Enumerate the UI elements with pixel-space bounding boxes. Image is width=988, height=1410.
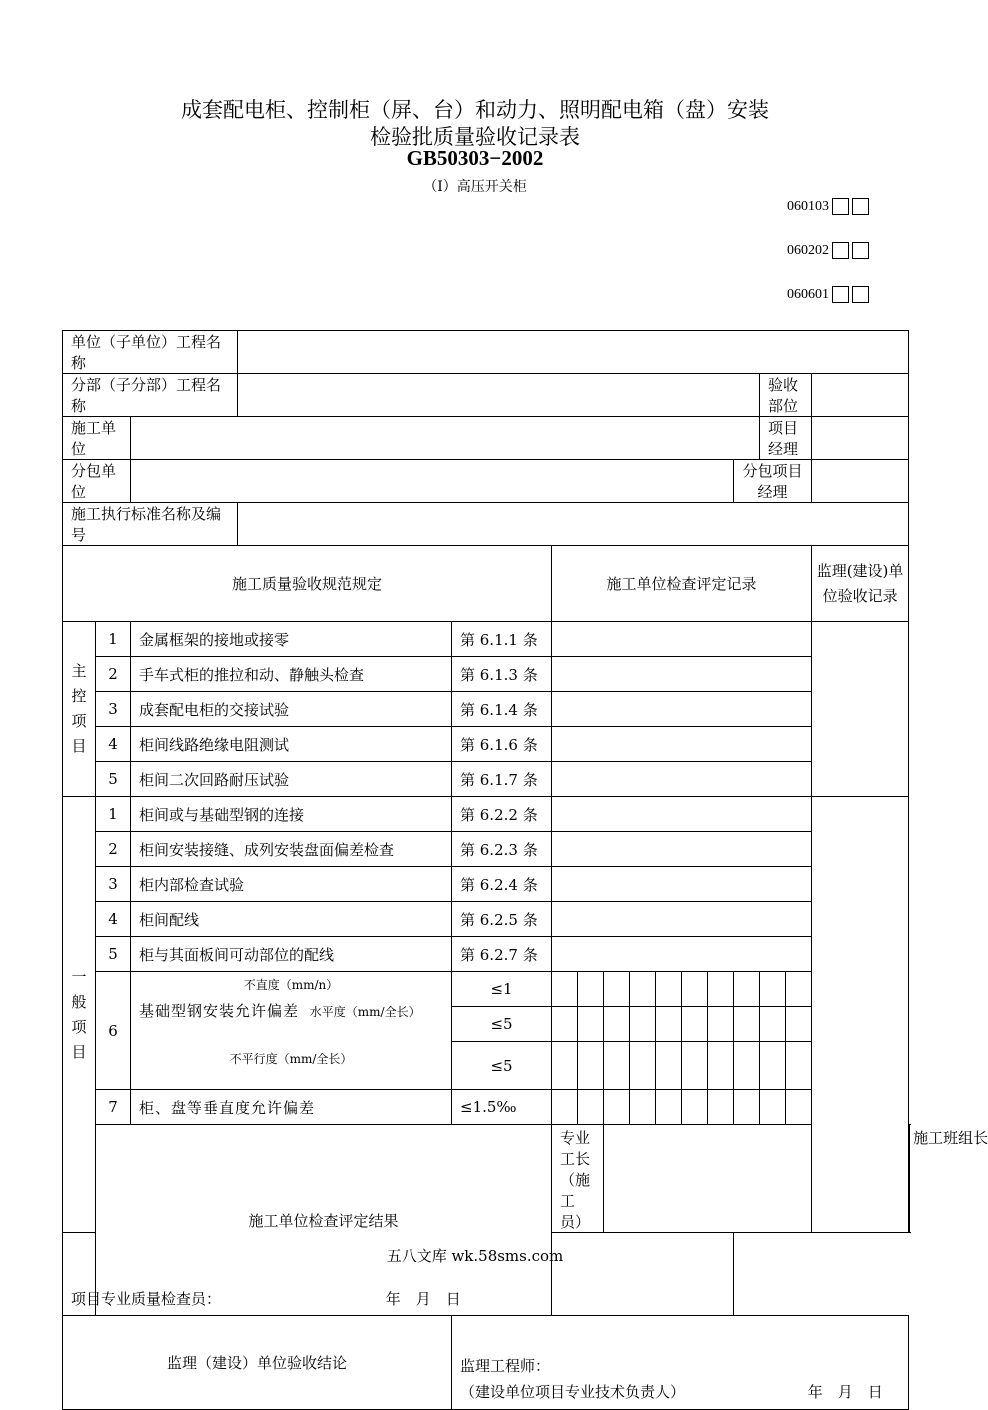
header-supervision: 监理(建设)单位验收记录 bbox=[812, 546, 909, 622]
measure-cell[interactable] bbox=[604, 1042, 630, 1090]
field-subcontract-manager[interactable] bbox=[812, 460, 909, 503]
measure-cell[interactable] bbox=[786, 1007, 812, 1042]
item-clause: 第 6.2.3 条 bbox=[452, 832, 552, 867]
general-item-row bbox=[63, 832, 910, 867]
item-clause: 第 6.1.3 条 bbox=[452, 657, 552, 692]
label-project-manager: 项目经理 bbox=[760, 417, 812, 460]
label-unit-project: 单位（子单位）工程名称 bbox=[63, 331, 238, 374]
check-record-cell[interactable] bbox=[552, 622, 812, 657]
measure-cell[interactable] bbox=[630, 972, 656, 1007]
item-clause: 第 6.2.7 条 bbox=[452, 937, 552, 972]
item-no: 3 bbox=[96, 692, 131, 727]
row-construction-unit bbox=[63, 417, 910, 460]
code-checkbox[interactable] bbox=[852, 242, 869, 259]
measure-cell[interactable] bbox=[578, 972, 604, 1007]
label-standard: 施工执行标准名称及编号 bbox=[63, 503, 238, 546]
field-acceptance-part[interactable] bbox=[812, 374, 909, 417]
measure-cell[interactable] bbox=[604, 972, 630, 1007]
supervision-record-cell[interactable] bbox=[812, 622, 909, 797]
title-line-2: 检验批质量验收记录表 bbox=[0, 121, 950, 151]
item-6-name bbox=[131, 972, 452, 1090]
item-no: 4 bbox=[96, 902, 131, 937]
measure-cell[interactable] bbox=[552, 972, 578, 1007]
item-no: 1 bbox=[96, 622, 131, 657]
check-record-cell[interactable] bbox=[552, 937, 812, 972]
measure-cell[interactable] bbox=[786, 972, 812, 1007]
item-no: 4 bbox=[96, 727, 131, 762]
item-clause: 第 6.1.7 条 bbox=[452, 762, 552, 797]
header-spec: 施工质量验收规范规定 bbox=[63, 546, 552, 622]
check-record-cell[interactable] bbox=[552, 692, 812, 727]
supervision-sign-area[interactable] bbox=[452, 1316, 909, 1410]
label-acceptance-part: 验收部位 bbox=[760, 374, 812, 417]
row-column-headers bbox=[63, 546, 910, 622]
measure-cell[interactable] bbox=[682, 1007, 708, 1042]
item-name: 柜与其面板间可动部位的配线 bbox=[131, 937, 452, 972]
item-name: 成套配电柜的交接试验 bbox=[131, 692, 452, 727]
item-name: 手车式柜的推拉和动、静触头检查 bbox=[131, 657, 452, 692]
code-checkbox[interactable] bbox=[832, 198, 849, 215]
check-record-cell[interactable] bbox=[552, 727, 812, 762]
field-subcontract-unit[interactable] bbox=[131, 460, 734, 503]
general-item-6-row bbox=[63, 972, 910, 1007]
item-no: 1 bbox=[96, 797, 131, 832]
item-6-value-2: ≤5 bbox=[452, 1007, 552, 1042]
main-item-row bbox=[63, 727, 910, 762]
code-checkbox[interactable] bbox=[832, 286, 849, 303]
field-project-manager[interactable] bbox=[812, 417, 909, 460]
item-name: 柜间线路绝缘电阻测试 bbox=[131, 727, 452, 762]
measure-cell[interactable] bbox=[604, 1090, 630, 1125]
item-no: 5 bbox=[96, 937, 131, 972]
check-record-cell[interactable] bbox=[552, 797, 812, 832]
general-item-row bbox=[63, 902, 910, 937]
measure-cell[interactable] bbox=[708, 1007, 734, 1042]
standard-code: GB50303−2002 bbox=[0, 146, 950, 171]
item-6-value-1: ≤1 bbox=[452, 972, 552, 1007]
measure-cell[interactable] bbox=[760, 1042, 786, 1090]
general-items-group-label: 一 般 项 目 bbox=[63, 797, 96, 1233]
item-no: 2 bbox=[96, 832, 131, 867]
main-item-row bbox=[63, 657, 910, 692]
form-code-text: 060202 bbox=[787, 243, 829, 259]
item-no: 2 bbox=[96, 657, 131, 692]
item-7-value: ≤1.5‰ bbox=[452, 1090, 552, 1125]
label-construction-unit: 施工单位 bbox=[63, 417, 131, 460]
measure-cell[interactable] bbox=[708, 1042, 734, 1090]
row-supervision-conclusion bbox=[63, 1316, 910, 1410]
measure-cell[interactable] bbox=[552, 1090, 578, 1125]
check-record-cell[interactable] bbox=[552, 762, 812, 797]
item-name: 柜间安装接缝、成列安装盘面偏差检查 bbox=[131, 832, 452, 867]
form-code-3 bbox=[787, 286, 869, 303]
label-owner-rep: （建设单位项目专业技术负责人） bbox=[460, 1383, 685, 1401]
footer-watermark-text: 五八文库 wk.58sms.com bbox=[0, 1245, 950, 1266]
item-clause: 第 6.2.4 条 bbox=[452, 867, 552, 902]
row-unit-project bbox=[63, 331, 910, 374]
measure-cell[interactable] bbox=[682, 972, 708, 1007]
measure-cell[interactable] bbox=[734, 972, 760, 1007]
form-code-2 bbox=[787, 242, 869, 259]
measure-cell[interactable] bbox=[682, 1042, 708, 1090]
form-code-text: 060103 bbox=[787, 199, 829, 215]
row-result-top bbox=[63, 1125, 910, 1233]
field-sub-project[interactable] bbox=[238, 374, 760, 417]
general-item-row bbox=[63, 797, 910, 832]
label-subcontract-manager: 分包项目经理 bbox=[734, 460, 812, 503]
label-subcontract-unit: 分包单位 bbox=[63, 460, 131, 503]
title-line-1: 成套配电柜、控制柜（屏、台）和动力、照明配电箱（盘）安装 bbox=[0, 94, 950, 124]
measure-cell[interactable] bbox=[786, 1090, 812, 1125]
field-foreman[interactable] bbox=[604, 1125, 812, 1233]
label-sub-project: 分部（子分部）工程名称 bbox=[63, 374, 238, 417]
code-checkbox[interactable] bbox=[852, 286, 869, 303]
measure-cell[interactable] bbox=[734, 1042, 760, 1090]
item-name: 柜间二次回路耐压试验 bbox=[131, 762, 452, 797]
item-clause: 第 6.2.5 条 bbox=[452, 902, 552, 937]
code-checkbox[interactable] bbox=[832, 242, 849, 259]
field-standard[interactable] bbox=[238, 503, 909, 546]
item-name: 柜间配线 bbox=[131, 902, 452, 937]
measure-cell[interactable] bbox=[552, 1007, 578, 1042]
item-6-sub-straightness: 不直度（mm/n） bbox=[131, 976, 451, 993]
measure-cell[interactable] bbox=[630, 1007, 656, 1042]
measure-cell[interactable] bbox=[656, 1042, 682, 1090]
item-no: 3 bbox=[96, 867, 131, 902]
measure-cell[interactable] bbox=[552, 1042, 578, 1090]
main-item-row bbox=[63, 622, 910, 657]
measure-cell[interactable] bbox=[708, 1090, 734, 1125]
result-date: 年 月 日 bbox=[386, 1290, 461, 1308]
supervision-record-cell[interactable] bbox=[812, 797, 909, 1233]
item-name: 柜、盘等垂直度允许偏差 bbox=[131, 1090, 452, 1125]
item-no: 5 bbox=[96, 762, 131, 797]
check-record-cell[interactable] bbox=[552, 657, 812, 692]
check-record-cell[interactable] bbox=[552, 867, 812, 902]
header-check-record: 施工单位检查评定记录 bbox=[552, 546, 812, 622]
form-code-text: 060601 bbox=[787, 287, 829, 303]
measure-cell[interactable] bbox=[656, 1007, 682, 1042]
general-item-row bbox=[63, 937, 910, 972]
label-engineer: 监理工程师： bbox=[460, 1353, 900, 1379]
label-inspector: 项目专业质量检查员： bbox=[71, 1290, 221, 1308]
measure-cell[interactable] bbox=[578, 1007, 604, 1042]
main-items-group-label: 主 控 项 目 bbox=[63, 622, 96, 797]
general-item-7-row bbox=[63, 1090, 910, 1125]
form-code-1 bbox=[787, 198, 869, 215]
subtitle: （Ⅰ）高压开关柜 bbox=[0, 176, 950, 196]
item-name: 柜间或与基础型钢的连接 bbox=[131, 797, 452, 832]
item-6-value-3: ≤5 bbox=[452, 1042, 552, 1090]
measure-cell[interactable] bbox=[708, 972, 734, 1007]
item-clause: 第 6.1.4 条 bbox=[452, 692, 552, 727]
measure-cell[interactable] bbox=[604, 1007, 630, 1042]
row-sub-project bbox=[63, 374, 910, 417]
row-standard bbox=[63, 503, 910, 546]
main-item-row bbox=[63, 692, 910, 727]
measure-cell[interactable] bbox=[656, 1090, 682, 1125]
field-construction-unit[interactable] bbox=[131, 417, 760, 460]
measure-cell[interactable] bbox=[786, 1042, 812, 1090]
measure-cell[interactable] bbox=[760, 1007, 786, 1042]
item-no: 7 bbox=[96, 1090, 131, 1125]
measure-cell[interactable] bbox=[630, 1090, 656, 1125]
main-item-row bbox=[63, 762, 910, 797]
item-6-main: 基础型钢安装允许偏差 水平度（mm/全长） bbox=[139, 1000, 449, 1023]
code-checkbox[interactable] bbox=[852, 198, 869, 215]
check-record-cell[interactable] bbox=[552, 832, 812, 867]
item-name: 金属框架的接地或接零 bbox=[131, 622, 452, 657]
general-item-row bbox=[63, 867, 910, 902]
check-record-cell[interactable] bbox=[552, 902, 812, 937]
item-name: 柜内部检查试验 bbox=[131, 867, 452, 902]
label-check-result: 施工单位检查评定结果 bbox=[96, 1125, 552, 1316]
measure-cell[interactable] bbox=[734, 1090, 760, 1125]
item-no: 6 bbox=[96, 972, 131, 1090]
supervision-date: 年 月 日 bbox=[808, 1383, 883, 1401]
label-foreman: 专业工长（施工员） bbox=[552, 1125, 604, 1233]
measure-cell[interactable] bbox=[682, 1090, 708, 1125]
measure-cell[interactable] bbox=[734, 1007, 760, 1042]
item-clause: 第 6.1.1 条 bbox=[452, 622, 552, 657]
field-unit-project[interactable] bbox=[238, 331, 909, 374]
measure-cell[interactable] bbox=[760, 972, 786, 1007]
item-6-sub-parallel: 不平行度（mm/全长） bbox=[131, 1050, 451, 1067]
item-clause: 第 6.1.6 条 bbox=[452, 727, 552, 762]
label-supervision-conclusion: 监理（建设）单位验收结论 bbox=[63, 1316, 452, 1410]
measure-cell[interactable] bbox=[630, 1042, 656, 1090]
row-subcontract bbox=[63, 460, 910, 503]
measure-cell[interactable] bbox=[656, 972, 682, 1007]
measure-cell[interactable] bbox=[578, 1042, 604, 1090]
measure-cell[interactable] bbox=[578, 1090, 604, 1125]
item-clause: 第 6.2.2 条 bbox=[452, 797, 552, 832]
measure-cell[interactable] bbox=[760, 1090, 786, 1125]
